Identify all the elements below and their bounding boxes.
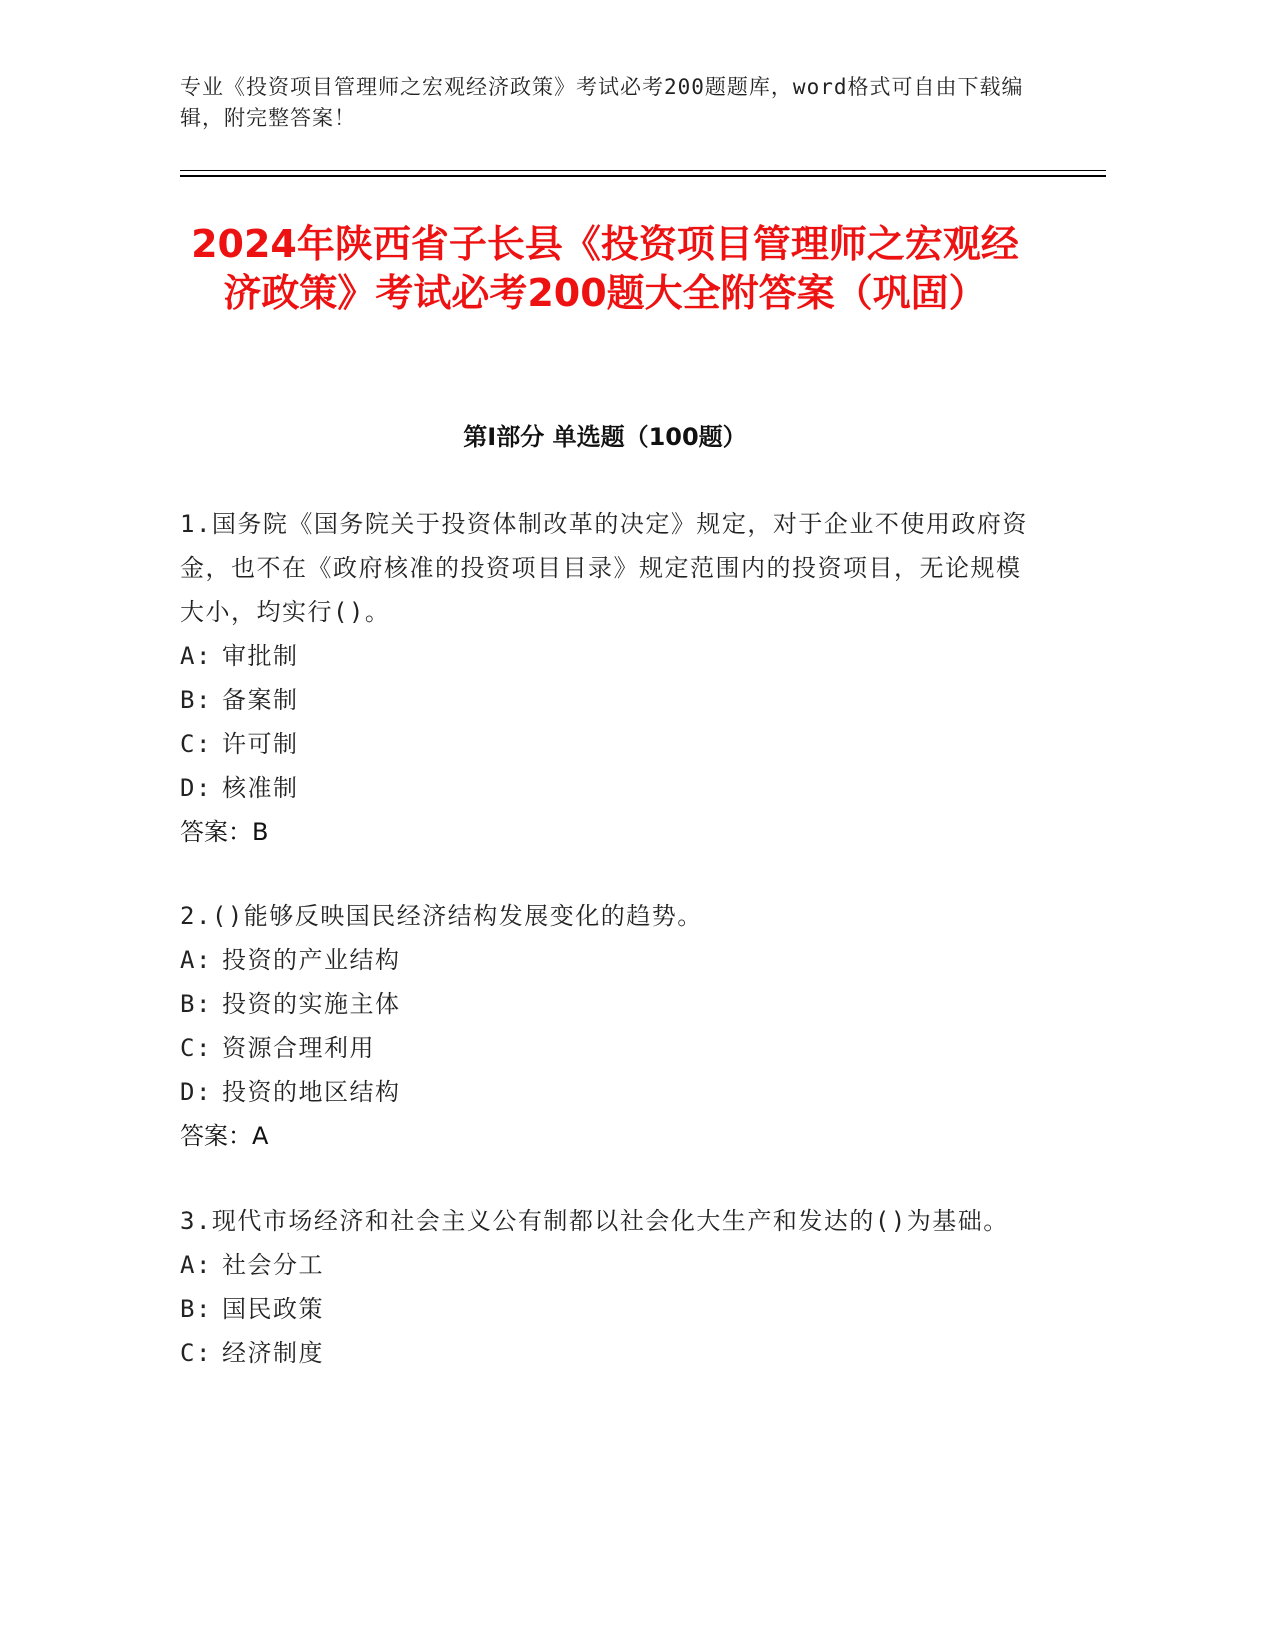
option-d — [180, 766, 1040, 810]
question-stem: 2.()能够反映国民经济结构发展变化的趋势。 — [180, 902, 703, 930]
option-a — [180, 634, 1040, 678]
option-letter: A: — [180, 946, 212, 974]
option-letter: D: — [180, 1078, 212, 1106]
option-letter: C: — [180, 730, 212, 758]
option-text: 备案制 — [222, 686, 299, 714]
section-heading: 第Ⅰ部分 单选题（100题） — [463, 423, 747, 451]
option-c — [180, 722, 1040, 766]
option-text: 经济制度 — [222, 1339, 324, 1367]
option-text: 审批制 — [222, 642, 299, 670]
option-text: 社会分工 — [222, 1251, 324, 1279]
option-text: 核准制 — [222, 774, 299, 802]
option-text: 投资的实施主体 — [222, 990, 401, 1018]
option-text: 投资的地区结构 — [222, 1078, 401, 1106]
option-b — [180, 982, 1040, 1026]
option-letter: C: — [180, 1034, 212, 1062]
option-text: 国民政策 — [222, 1295, 324, 1323]
option-c — [180, 1331, 1040, 1375]
option-letter: B: — [180, 686, 212, 714]
option-b — [180, 678, 1040, 722]
option-d — [180, 1070, 1040, 1114]
option-text: 投资的产业结构 — [222, 946, 401, 974]
option-text: 许可制 — [222, 730, 299, 758]
question-item — [180, 502, 1040, 854]
option-c — [180, 1026, 1040, 1070]
answer-line: 答案：A — [180, 1122, 269, 1150]
document-title: 2024年陕西省子长县《投资项目管理师之宏观经济政策》考试必考200题大全附答案（巩固） — [191, 222, 1019, 315]
question-stem: 1.国务院《国务院关于投资体制改革的决定》规定，对于企业不使用政府资金，也不在《政府核准的投资项目目录》规定范围内的投资项目，无论规模大小，均实行()。 — [180, 510, 1028, 626]
question-item — [180, 894, 1040, 1158]
answer-line: 答案：B — [180, 818, 269, 846]
option-letter: A: — [180, 1251, 212, 1279]
question-item — [180, 1199, 1040, 1375]
header-note: 专业《投资项目管理师之宏观经济政策》考试必考200题题库，word格式可自由下载编辑，附完整答案！ — [180, 75, 1024, 130]
header-divider-top — [180, 170, 1106, 171]
option-text: 资源合理利用 — [222, 1034, 375, 1062]
option-letter: C: — [180, 1339, 212, 1367]
question-stem: 3.现代市场经济和社会主义公有制都以社会化大生产和发达的()为基础。 — [180, 1207, 1009, 1235]
option-letter: B: — [180, 1295, 212, 1323]
option-a — [180, 1243, 1040, 1287]
header-divider-bottom — [180, 175, 1106, 177]
option-letter: D: — [180, 774, 212, 802]
option-a — [180, 938, 1040, 982]
option-letter: B: — [180, 990, 212, 1018]
option-letter: A: — [180, 642, 212, 670]
option-b — [180, 1287, 1040, 1331]
